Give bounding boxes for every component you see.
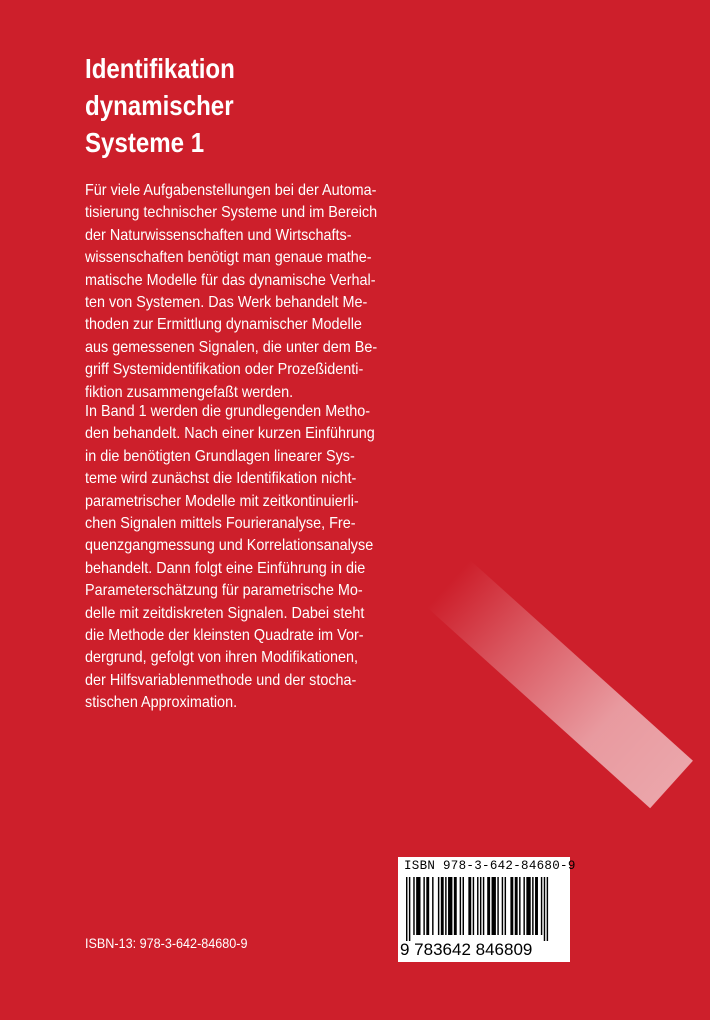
barcode-digits-text: 9 783642 846809 (400, 940, 533, 959)
barcode-bar (438, 877, 439, 935)
barcode-bar (544, 877, 545, 941)
text-line: dergrund, gefolgt von ihren Modifikationen, (85, 649, 358, 667)
barcode-bar (448, 877, 452, 935)
barcode-bar (445, 877, 446, 935)
barcode-bar (515, 877, 518, 935)
title-line: Identifikation (85, 53, 235, 84)
title-line: dynamischer (85, 90, 234, 121)
barcode-bar (510, 877, 513, 935)
text-line: quenzgangmessung und Korrelationsanalyse (85, 537, 374, 555)
decorative-light-streak (427, 560, 693, 808)
text-line: In Band 1 werden die grundlegenden Metho- (85, 403, 371, 420)
description-paragraph-2 (85, 401, 375, 715)
barcode-bar (460, 877, 461, 935)
text-line: fiktion zusammengefaßt werden. (85, 383, 294, 401)
barcode-bar (480, 877, 481, 935)
barcode-bar (535, 877, 538, 935)
barcode-bar (413, 877, 414, 935)
barcode-bar (492, 877, 496, 935)
barcode-bar (532, 877, 533, 935)
barcode-bar (487, 877, 490, 935)
barcode-bar (502, 877, 503, 935)
barcode-bar (519, 877, 520, 935)
isbn13-text: ISBN-13: 978-3-642-84680-9 (85, 935, 248, 951)
barcode-label (398, 857, 576, 962)
barcode-bar (423, 877, 424, 935)
text-line: ten von Systemen. Das Werk behandelt Me- (85, 294, 368, 312)
text-line: stischen Approximation. (85, 694, 238, 712)
barcode-bar (526, 877, 530, 935)
barcode-bar (441, 877, 444, 935)
text-line: in die benötigten Grundlagen linearer Sys- (85, 447, 355, 465)
barcode-bar (416, 877, 420, 935)
text-line: wissenschaften benötigt man genaue mathe- (85, 249, 372, 267)
barcode-bar (505, 877, 506, 935)
text-line: chen Signalen mittels Fourieranalyse, Fre- (85, 515, 356, 533)
text-line: matische Modelle für das dynamische Verhal- (85, 271, 376, 289)
text-line: teme wird zunächst die Identifikation nicht- (85, 470, 357, 488)
text-line: parametrischer Modelle mit zeitkontinuierli- (85, 492, 359, 510)
barcode-bar (483, 877, 484, 935)
barcode-bar (523, 877, 524, 935)
barcode-bar (547, 877, 548, 941)
text-line: die Methode der kleinsten Quadrate im Vor- (85, 627, 364, 645)
barcode-bar (409, 877, 410, 941)
description-paragraph-1 (85, 180, 377, 404)
barcode-bar (541, 877, 542, 935)
barcode-bars (402, 877, 566, 941)
text-line: Parameterschätzung für parametrische Mo- (85, 582, 363, 600)
text-line: den behandelt. Nach einer kurzen Einführung (85, 425, 375, 443)
text-line: thoden zur Ermittlung dynamischer Modelle (85, 316, 362, 334)
barcode-bar (477, 877, 478, 935)
text-line: griff Systemidentifikation oder Prozeßidenti- (85, 361, 364, 379)
text-line: delle mit zeitdiskreten Signalen. Dabei steht (85, 604, 365, 622)
text-line: der Hilfsvariablenmethode und der stocha- (85, 671, 357, 689)
barcode-bar (473, 877, 474, 935)
barcode-bar (454, 877, 457, 935)
text-line: tisierung technischer Systeme und im Bereich (85, 204, 378, 222)
barcode-bar (426, 877, 429, 935)
barcode-isbn-text: ISBN 978-3-642-84680-9 (404, 859, 576, 873)
book-title (85, 50, 235, 161)
text-line: der Naturwissenschaften und Wirtschafts- (85, 226, 352, 244)
title-line: Systeme 1 (85, 127, 205, 158)
text-line: behandelt. Dann folgt eine Einführung in die (85, 559, 366, 577)
barcode-bar (468, 877, 471, 935)
text-line: Für viele Aufgabenstellungen bei der Automa- (85, 182, 377, 199)
barcode-bar (406, 877, 407, 941)
barcode-bar (497, 877, 498, 935)
barcode-bar (432, 877, 433, 935)
text-line: aus gemessenen Signalen, die unter dem Be- (85, 338, 378, 356)
barcode-bar (463, 877, 464, 935)
